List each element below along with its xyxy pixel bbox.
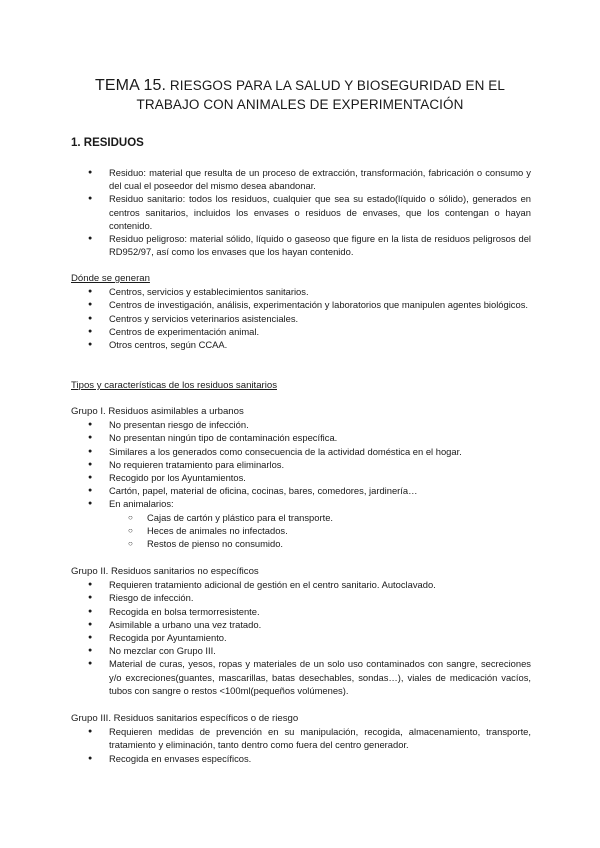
list-item: ● No mezclar con Grupo III.	[71, 644, 531, 657]
group2-block	[71, 565, 531, 697]
list-item: ● Riesgo de infección.	[71, 591, 531, 604]
types-heading: Tipos y características de los residuos sanitarios	[71, 380, 277, 391]
list-item: ● No requieren tratamiento para eliminarlos.	[71, 458, 531, 471]
list-item: ● Asimilable a urbano una vez tratado.	[71, 618, 531, 631]
group3-list	[71, 725, 531, 765]
title-number: TEMA 15.	[95, 77, 167, 94]
group2-list	[71, 578, 531, 697]
list-item: ● Otros centros, según CCAA.	[71, 338, 531, 351]
where-generated-heading: Dónde se generan	[71, 273, 150, 284]
definitions-block	[71, 166, 531, 258]
list-item: ● Requieren tratamiento adicional de gestión en el centro sanitario. Autoclavado.	[71, 578, 531, 591]
group1-animalario-list	[71, 511, 531, 551]
definitions-list	[71, 166, 531, 258]
list-item: ● Recogida en envases específicos.	[71, 752, 531, 765]
list-item: ● En animalarios:	[71, 497, 531, 510]
title-line-2: TRABAJO CON ANIMALES DE EXPERIMENTACIÓN	[136, 97, 464, 112]
section-heading-residuos: 1. RESIDUOS	[71, 137, 144, 149]
list-item: ● Requieren medidas de prevención en su manipulación, recogida, almacenamiento, transporte, tratamiento y eliminación, tanto dentro como fuera del centro generador.	[71, 725, 531, 751]
group1-heading: Grupo I. Residuos asimilables a urbanos	[71, 406, 244, 417]
list-item: ● Residuo sanitario: todos los residuos, cualquier que sea su estado(líquido o sólido), generados en centros sanitarios, incluidos los envases o residuos de envases, que los contengan o hayan contenido.	[71, 192, 531, 232]
sub-list-item: ○ Cajas de cartón y plástico para el transporte.	[71, 511, 531, 524]
list-item: ● Centros, servicios y establecimientos sanitarios.	[71, 285, 531, 298]
list-item: ● Cartón, papel, material de oficina, cocinas, bares, comedores, jardinería…	[71, 484, 531, 497]
list-item: ● Recogido por los Ayuntamientos.	[71, 471, 531, 484]
list-item: ● Centros y servicios veterinarios asistenciales.	[71, 312, 531, 325]
list-item: ● Similares a los generados como consecuencia de la actividad doméstica en el hogar.	[71, 445, 531, 458]
list-item: ● No presentan riesgo de infección.	[71, 418, 531, 431]
sub-list-item: ○ Restos de pienso no consumido.	[71, 537, 531, 550]
page-title	[60, 76, 540, 114]
where-generated-block	[71, 272, 531, 351]
list-item: ● Centros de investigación, análisis, experimentación y laboratorios que manipulen agentes biológicos.	[71, 298, 531, 311]
group1-list	[71, 418, 531, 510]
list-item: ● No presentan ningún tipo de contaminación específica.	[71, 431, 531, 444]
title-line-1: RIESGOS PARA LA SALUD Y BIOSEGURIDAD EN EL	[169, 78, 505, 93]
list-item: ● Residuo: material que resulta de un proceso de extracción, transformación, fabricación o consumo y del cual el poseedor del mismo desea abandonar.	[71, 166, 531, 192]
group3-block	[71, 712, 531, 765]
group3-heading: Grupo III. Residuos sanitarios específicos o de riesgo	[71, 713, 299, 724]
types-block	[71, 379, 531, 392]
list-item: ● Centros de experimentación animal.	[71, 325, 531, 338]
list-item: ● Recogida en bolsa termorresistente.	[71, 605, 531, 618]
list-item: ● Recogida por Ayuntamiento.	[71, 631, 531, 644]
list-item: ● Material de curas, yesos, ropas y materiales de un solo uso contaminados con sangre, secreciones y/o excreciones(guantes, mascarillas, batas desechables, sondas…), viales de medicación vacíos, tubos con sangre o restos <100ml(pequeños volúmenes).	[71, 657, 531, 697]
where-generated-list	[71, 285, 531, 351]
list-item: ● Residuo peligroso: material sólido, líquido o gaseoso que figure en la lista de residuos peligrosos del RD952/97, así como los envases que los hayan contenido.	[71, 232, 531, 258]
sub-list-item: ○ Heces de animales no infectados.	[71, 524, 531, 537]
group2-heading: Grupo II. Residuos sanitarios no específicos	[71, 566, 259, 577]
group1-block	[71, 405, 531, 550]
